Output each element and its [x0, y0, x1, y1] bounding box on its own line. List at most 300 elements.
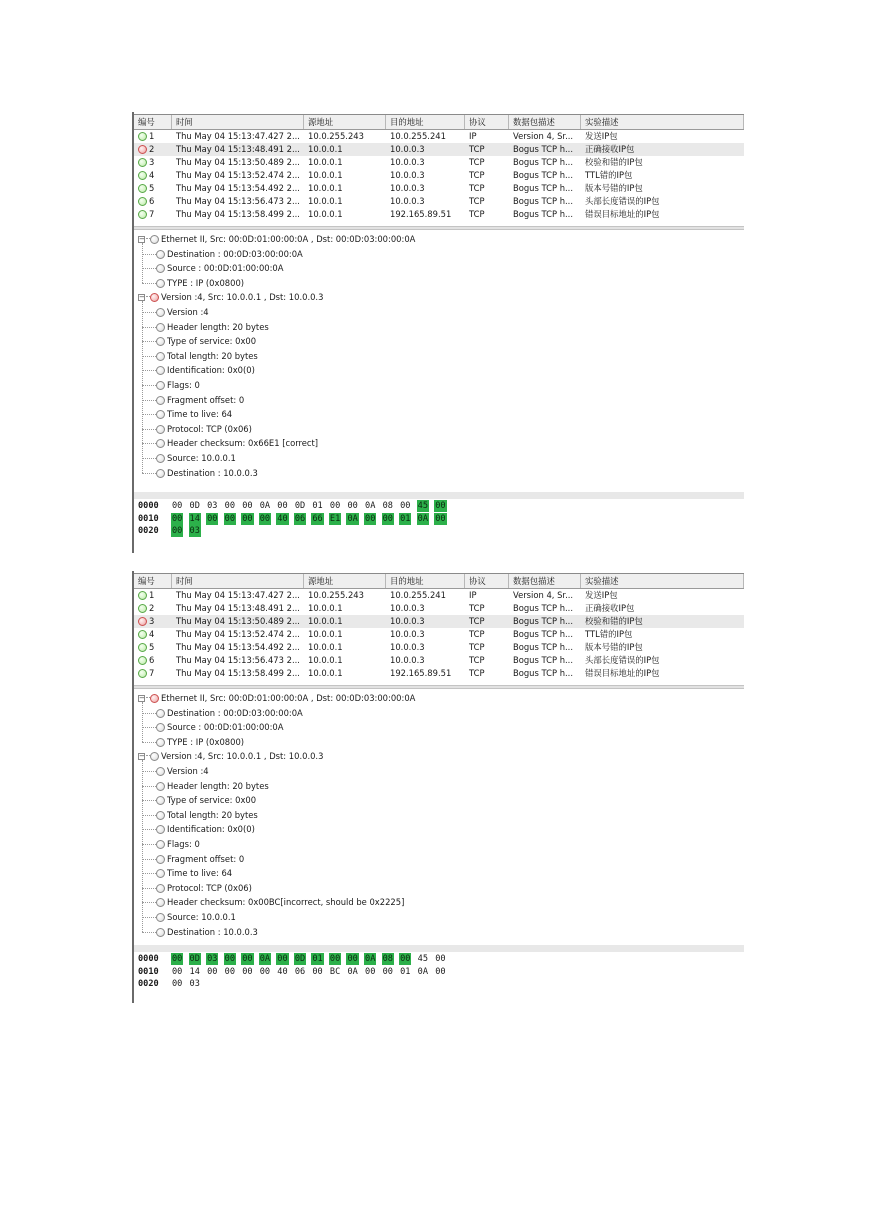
packet-row[interactable]: [134, 130, 744, 143]
packet-cell-number: [134, 654, 172, 667]
neutral-status-icon: [156, 796, 165, 805]
hex-byte[interactable]: BC: [329, 966, 341, 977]
packet-number: 4: [149, 170, 155, 180]
packet-number: 2: [149, 144, 155, 154]
hex-byte[interactable]: 00: [242, 966, 253, 977]
packet-row[interactable]: [134, 602, 744, 615]
ip-field-node[interactable]: [156, 764, 209, 778]
ip-header-node[interactable]: [138, 749, 323, 763]
hex-byte[interactable]: 00: [329, 954, 341, 964]
hex-byte[interactable]: 0A: [347, 513, 358, 524]
packet-row[interactable]: [134, 667, 744, 680]
packet-row[interactable]: [134, 589, 744, 602]
packet-list[interactable]: [134, 571, 744, 683]
packet-cell-number: [134, 169, 172, 182]
neutral-status-icon: [156, 337, 165, 346]
ip-field-text: Flags: 0: [167, 380, 200, 390]
hex-byte[interactable]: 45: [417, 501, 429, 511]
column-header-protocol[interactable]: 协议: [465, 574, 509, 588]
hex-byte[interactable]: 00: [382, 966, 393, 977]
hex-pane-separator[interactable]: [134, 492, 744, 499]
neutral-status-icon: [156, 869, 165, 878]
packet-list[interactable]: [134, 112, 744, 224]
eth-header-node[interactable]: [138, 232, 415, 246]
hex-offset: 0020: [138, 979, 159, 989]
ip-field-text: Total length: 20 bytes: [167, 350, 258, 361]
eth-field-node[interactable]: [156, 720, 283, 734]
hex-byte[interactable]: 00: [435, 954, 446, 964]
packet-cell-experiment-desc: 头部长度错误的IP包: [585, 196, 660, 206]
packet-cell-number: [134, 182, 172, 195]
neutral-status-icon: [150, 752, 159, 761]
hex-byte[interactable]: 66: [312, 513, 323, 524]
hex-pane-separator[interactable]: [134, 945, 744, 952]
ip-field-node[interactable]: [156, 393, 244, 407]
column-header-experiment-desc[interactable]: 实验描述: [581, 115, 744, 129]
ip-field-text: Source: 10.0.0.1: [167, 912, 236, 922]
ip-field-text: Protocol: TCP (0x06): [167, 423, 252, 434]
ok-status-icon: [138, 643, 147, 652]
packet-cell-destination: 10.0.0.3: [390, 183, 425, 193]
ip-field-node[interactable]: [156, 837, 200, 851]
column-header-destination[interactable]: 目的地址: [386, 115, 465, 129]
neutral-status-icon: [156, 723, 165, 732]
eth-header-node[interactable]: [138, 691, 415, 705]
ip-field-text: Type of service: 0x00: [167, 795, 257, 806]
packet-cell-time: Thu May 04 15:13:56.473 2...: [176, 655, 300, 665]
packet-number: 5: [149, 183, 155, 193]
ip-field-text: Time to live: 64: [167, 409, 233, 420]
ip-field-node[interactable]: [156, 866, 232, 880]
packet-cell-source: 10.0.255.243: [308, 131, 364, 141]
ip-field-node[interactable]: [156, 305, 209, 319]
neutral-status-icon: [156, 352, 165, 361]
ip-header-text: Version :4, Src: 10.0.0.1 , Dst: 10.0.0.3: [161, 292, 324, 303]
hex-byte[interactable]: 00: [207, 966, 218, 977]
eth-field-text: TYPE : IP (0x0800): [167, 736, 245, 747]
ip-field-node[interactable]: [156, 925, 258, 939]
packet-cell-time: Thu May 04 15:13:58.499 2...: [176, 668, 300, 678]
hex-byte[interactable]: E1: [329, 513, 341, 524]
error-status-icon: [150, 694, 159, 703]
packet-cell-number: [134, 195, 172, 208]
hex-offset: 0000: [138, 954, 159, 964]
eth-field-node[interactable]: [156, 706, 303, 720]
ip-field-node[interactable]: [156, 910, 236, 924]
packet-cell-experiment-desc: TTL错的IP包: [585, 629, 633, 639]
packet-cell-protocol: TCP: [469, 629, 485, 639]
packet-number: 5: [149, 642, 155, 652]
packet-cell-destination: 10.0.255.241: [390, 131, 446, 141]
packet-cell-experiment-desc: 校验和错的IP包: [585, 157, 643, 167]
column-header-protocol[interactable]: 协议: [465, 115, 509, 129]
packet-cell-experiment-desc: 错误目标地址的IP包: [585, 209, 660, 219]
hex-byte[interactable]: 00: [277, 501, 288, 511]
packet-cell-number: [134, 589, 172, 602]
ip-field-text: Type of service: 0x00: [167, 336, 257, 347]
packet-cell-time: Thu May 04 15:13:47.427 2...: [176, 131, 300, 141]
packet-cell-destination: 10.0.0.3: [390, 629, 425, 639]
packet-cell-time: Thu May 04 15:13:52.474 2...: [176, 170, 300, 180]
hex-byte[interactable]: 00: [242, 501, 253, 511]
hex-byte[interactable]: 00: [400, 501, 411, 511]
packet-cell-source: 10.0.0.1: [308, 196, 343, 206]
packet-cell-experiment-desc: 头部长度错误的IP包: [585, 655, 660, 665]
column-header-source[interactable]: 源地址: [304, 574, 386, 588]
pane-splitter[interactable]: [134, 226, 744, 230]
packet-cell-time: Thu May 04 15:13:47.427 2...: [176, 590, 300, 600]
ip-field-text: Version :4: [167, 766, 209, 776]
neutral-status-icon: [156, 469, 165, 478]
packet-row[interactable]: [134, 195, 744, 208]
hex-byte[interactable]: 14: [189, 513, 200, 524]
ip-field-node[interactable]: [156, 822, 255, 836]
packet-cell-packet-desc: Bogus TCP h...: [513, 655, 573, 665]
packet-cell-source: 10.0.0.1: [308, 655, 343, 665]
packet-cell-packet-desc: Bogus TCP h...: [513, 603, 573, 613]
column-header-experiment-desc[interactable]: 实验描述: [581, 574, 744, 588]
ok-status-icon: [138, 158, 147, 167]
packet-row[interactable]: [134, 143, 744, 156]
packet-row[interactable]: [134, 156, 744, 169]
hex-byte[interactable]: 01: [400, 966, 411, 977]
packet-cell-source: 10.0.0.1: [308, 170, 343, 180]
ok-status-icon: [138, 669, 147, 678]
neutral-status-icon: [156, 840, 165, 849]
ip-field-node[interactable]: [156, 779, 269, 793]
ok-status-icon: [138, 630, 147, 639]
hex-byte[interactable]: 00: [277, 954, 288, 964]
ip-field-node[interactable]: [156, 895, 404, 909]
packet-cell-protocol: TCP: [469, 196, 485, 206]
hex-byte[interactable]: 0A: [259, 501, 271, 511]
ip-field-node[interactable]: [156, 466, 258, 480]
ip-field-text: Fragment offset: 0: [167, 394, 245, 405]
packet-cell-experiment-desc: 版本号错的IP包: [585, 642, 643, 652]
hex-byte[interactable]: 06: [294, 966, 306, 977]
hex-byte[interactable]: 00: [207, 513, 218, 524]
hex-byte[interactable]: 00: [172, 513, 183, 524]
ip-field-node[interactable]: [156, 436, 318, 450]
hex-byte[interactable]: 00: [435, 966, 446, 977]
packet-cell-number: [134, 602, 172, 615]
hex-byte[interactable]: 01: [312, 501, 323, 511]
hex-byte[interactable]: 01: [400, 513, 411, 524]
ip-field-text: Destination : 10.0.0.3: [167, 926, 258, 937]
column-header-packet-desc[interactable]: 数据包描述: [509, 115, 581, 129]
ip-field-text: Identification: 0x0(0): [167, 824, 255, 835]
packet-cell-time: Thu May 04 15:13:56.473 2...: [176, 196, 300, 206]
packet-cell-destination: 10.0.0.3: [390, 196, 425, 206]
collapse-toggle-icon[interactable]: −: [139, 293, 145, 302]
column-header-destination[interactable]: 目的地址: [386, 574, 465, 588]
packet-cell-number: [134, 667, 172, 680]
hex-byte[interactable]: 00: [365, 513, 376, 524]
ip-field-node[interactable]: [156, 349, 258, 363]
packet-cell-protocol: TCP: [469, 209, 485, 219]
ip-field-text: Total length: 20 bytes: [167, 809, 258, 820]
eth-field-node[interactable]: [156, 261, 283, 275]
packet-cell-packet-desc: Version 4, Sr...: [513, 590, 574, 600]
hex-byte[interactable]: 0D: [294, 954, 306, 964]
packet-cell-time: Thu May 04 15:13:48.491 2...: [176, 144, 300, 154]
packet-cell-packet-desc: Bogus TCP h...: [513, 642, 573, 652]
hex-byte[interactable]: 00: [224, 954, 235, 964]
hex-byte[interactable]: 00: [435, 513, 446, 524]
packet-number: 1: [149, 590, 155, 600]
packet-cell-experiment-desc: 校验和错的IP包: [585, 616, 643, 626]
error-status-icon: [150, 293, 159, 302]
packet-cell-source: 10.0.0.1: [308, 183, 343, 193]
packet-cell-time: Thu May 04 15:13:50.489 2...: [176, 616, 300, 626]
ip-header-node[interactable]: [138, 290, 323, 304]
packet-number: 7: [149, 209, 155, 219]
packet-cell-source: 10.0.0.1: [308, 616, 343, 626]
hex-byte[interactable]: 00: [242, 513, 253, 524]
packet-cell-protocol: IP: [469, 131, 477, 141]
ok-status-icon: [138, 210, 147, 219]
packet-cell-experiment-desc: 错误目标地址的IP包: [585, 668, 660, 678]
packet-cell-protocol: TCP: [469, 144, 485, 154]
ip-field-node[interactable]: [156, 422, 252, 436]
hex-byte[interactable]: 40: [277, 513, 288, 524]
neutral-status-icon: [156, 410, 165, 419]
hex-byte[interactable]: 45: [417, 954, 429, 964]
packet-cell-destination: 192.165.89.51: [390, 209, 452, 219]
neutral-status-icon: [156, 323, 165, 332]
collapse-toggle-icon[interactable]: −: [139, 694, 145, 702]
packet-cell-protocol: TCP: [469, 642, 485, 652]
hex-byte[interactable]: 00: [259, 513, 271, 524]
packet-cell-protocol: IP: [469, 590, 477, 600]
packet-row[interactable]: [134, 641, 744, 654]
hex-byte[interactable]: 0A: [417, 966, 429, 977]
ip-field-node[interactable]: [156, 378, 200, 392]
eth-field-node[interactable]: [156, 276, 244, 290]
packet-cell-destination: 10.0.255.241: [390, 590, 446, 600]
packet-cell-number: [134, 156, 172, 169]
hex-byte[interactable]: 06: [294, 513, 306, 524]
hex-byte[interactable]: 03: [189, 526, 200, 536]
packet-row[interactable]: [134, 628, 744, 641]
ip-field-node[interactable]: [156, 451, 236, 465]
column-header-time[interactable]: 时间: [172, 574, 304, 588]
hex-byte[interactable]: 08: [382, 954, 393, 964]
hex-byte[interactable]: 00: [347, 501, 358, 511]
packet-cell-number: [134, 615, 172, 628]
packet-cell-packet-desc: Bogus TCP h...: [513, 157, 573, 167]
packet-cell-protocol: TCP: [469, 170, 485, 180]
ip-field-text: Identification: 0x0(0): [167, 365, 255, 376]
packet-list-header: [134, 114, 744, 130]
neutral-status-icon: [156, 913, 165, 922]
packet-row[interactable]: [134, 182, 744, 195]
neutral-status-icon: [156, 709, 165, 718]
hex-byte[interactable]: 0A: [365, 501, 376, 511]
packet-cell-experiment-desc: 版本号错的IP包: [585, 183, 643, 193]
hex-byte[interactable]: 03: [207, 501, 218, 511]
hex-line: [138, 953, 447, 965]
packet-cell-source: 10.0.0.1: [308, 209, 343, 219]
hex-byte[interactable]: 0A: [259, 954, 271, 964]
packet-row[interactable]: [134, 208, 744, 221]
ip-field-text: Fragment offset: 0: [167, 853, 245, 864]
collapse-toggle-icon[interactable]: −: [139, 752, 145, 761]
hex-byte[interactable]: 00: [312, 966, 323, 977]
hex-byte[interactable]: 0A: [347, 966, 358, 977]
ip-field-node[interactable]: [156, 363, 255, 377]
packet-cell-time: Thu May 04 15:13:48.491 2...: [176, 603, 300, 613]
eth-field-text: Destination : 00:0D:03:00:00:0A: [167, 248, 303, 259]
neutral-status-icon: [156, 279, 165, 288]
ok-status-icon: [138, 171, 147, 180]
ip-field-text: Header checksum: 0x66E1 [correct]: [167, 438, 319, 449]
column-header-number[interactable]: 编号: [134, 115, 172, 129]
hex-line: [138, 966, 447, 978]
hex-byte[interactable]: 40: [277, 966, 288, 977]
neutral-status-icon: [150, 235, 159, 244]
ok-status-icon: [138, 604, 147, 613]
error-status-icon: [138, 145, 147, 154]
hex-byte[interactable]: 03: [189, 979, 200, 989]
ip-field-node[interactable]: [156, 881, 252, 895]
ip-field-node[interactable]: [156, 852, 244, 866]
hex-byte[interactable]: 14: [189, 966, 200, 977]
ok-status-icon: [138, 197, 147, 206]
ip-field-node[interactable]: [156, 407, 232, 421]
neutral-status-icon: [156, 250, 165, 259]
column-header-packet-desc[interactable]: 数据包描述: [509, 574, 581, 588]
neutral-status-icon: [156, 439, 165, 448]
column-header-number[interactable]: 编号: [134, 574, 172, 588]
packet-cell-packet-desc: Version 4, Sr...: [513, 131, 574, 141]
packet-cell-destination: 10.0.0.3: [390, 157, 425, 167]
packet-cell-protocol: TCP: [469, 603, 485, 613]
packet-cell-source: 10.0.0.1: [308, 144, 343, 154]
packet-cell-time: Thu May 04 15:13:50.489 2...: [176, 157, 300, 167]
hex-byte[interactable]: 00: [382, 513, 393, 524]
packet-number: 7: [149, 668, 155, 678]
hex-line: [138, 500, 447, 512]
hex-byte[interactable]: 00: [172, 954, 183, 964]
pane-splitter[interactable]: [134, 685, 744, 689]
packet-cell-packet-desc: Bogus TCP h...: [513, 668, 573, 678]
packet-cell-experiment-desc: 正确接收IP包: [585, 144, 635, 154]
hex-byte[interactable]: 00: [365, 966, 376, 977]
hex-byte[interactable]: 00: [259, 966, 271, 977]
ip-field-text: Destination : 10.0.0.3: [167, 467, 258, 478]
packet-number: 3: [149, 157, 155, 167]
packet-cell-destination: 10.0.0.3: [390, 655, 425, 665]
ip-field-text: Time to live: 64: [167, 868, 233, 879]
neutral-status-icon: [156, 264, 165, 273]
hex-byte[interactable]: 00: [400, 954, 411, 964]
ip-field-node[interactable]: [156, 808, 258, 822]
packet-number: 6: [149, 655, 155, 665]
hex-byte[interactable]: 0A: [417, 513, 429, 524]
packet-number: 2: [149, 603, 155, 613]
packet-cell-source: 10.0.0.1: [308, 629, 343, 639]
ip-field-node[interactable]: [156, 793, 256, 807]
packet-cell-source: 10.0.0.1: [308, 603, 343, 613]
hex-byte[interactable]: 00: [172, 526, 183, 536]
packet-cell-destination: 10.0.0.3: [390, 616, 425, 626]
column-header-source[interactable]: 源地址: [304, 115, 386, 129]
ip-field-node[interactable]: [156, 320, 269, 334]
hex-line: [138, 525, 201, 537]
ok-status-icon: [138, 132, 147, 141]
packet-cell-destination: 192.165.89.51: [390, 668, 452, 678]
packet-row[interactable]: [134, 654, 744, 667]
column-header-time[interactable]: 时间: [172, 115, 304, 129]
hex-byte[interactable]: 00: [172, 979, 183, 989]
eth-field-text: Destination : 00:0D:03:00:00:0A: [167, 707, 303, 718]
neutral-status-icon: [156, 898, 165, 907]
hex-byte[interactable]: 00: [242, 954, 253, 964]
hex-byte[interactable]: 0D: [189, 501, 200, 511]
eth-header-text: Ethernet II, Src: 00:0D:01:00:00:0A , Dst: 00:0D:03:00:00:0A: [161, 234, 416, 244]
hex-byte[interactable]: 00: [329, 501, 341, 511]
hex-byte[interactable]: 0A: [365, 954, 376, 964]
ip-field-text: Header length: 20 bytes: [167, 780, 269, 791]
neutral-status-icon: [156, 308, 165, 317]
packet-row[interactable]: [134, 169, 744, 182]
hex-byte[interactable]: 00: [435, 501, 446, 511]
eth-field-node[interactable]: [156, 735, 244, 749]
neutral-status-icon: [156, 884, 165, 893]
hex-byte[interactable]: 08: [382, 501, 393, 511]
hex-byte[interactable]: 01: [312, 954, 323, 964]
packet-cell-source: 10.0.255.243: [308, 590, 364, 600]
neutral-status-icon: [156, 381, 165, 390]
hex-byte[interactable]: 0D: [294, 501, 306, 511]
neutral-status-icon: [156, 811, 165, 820]
hex-byte[interactable]: 0D: [189, 954, 200, 964]
eth-field-node[interactable]: [156, 247, 303, 261]
hex-byte[interactable]: 00: [172, 501, 183, 511]
neutral-status-icon: [156, 855, 165, 864]
error-status-icon: [138, 617, 147, 626]
packet-cell-time: Thu May 04 15:13:54.492 2...: [176, 183, 300, 193]
neutral-status-icon: [156, 928, 165, 937]
eth-field-text: Source : 00:0D:01:00:00:0A: [167, 263, 284, 274]
ip-field-text: Header checksum: 0x00BC[incorrect, should be 0x2225]: [167, 897, 405, 908]
hex-offset: 0010: [138, 966, 159, 977]
packet-cell-number: [134, 130, 172, 143]
ok-status-icon: [138, 591, 147, 600]
packet-cell-experiment-desc: 发送IP包: [585, 131, 618, 141]
packet-cell-experiment-desc: 正确接收IP包: [585, 603, 635, 613]
hex-byte[interactable]: 00: [224, 966, 235, 977]
hex-byte[interactable]: 00: [224, 513, 235, 524]
ip-field-text: Flags: 0: [167, 839, 200, 849]
hex-byte[interactable]: 00: [224, 501, 235, 511]
packet-row[interactable]: [134, 615, 744, 628]
hex-byte[interactable]: 00: [172, 966, 183, 977]
hex-byte[interactable]: 03: [207, 954, 218, 964]
packet-list-header: [134, 573, 744, 589]
packet-cell-experiment-desc: TTL错的IP包: [585, 170, 633, 180]
hex-line: [138, 513, 447, 525]
neutral-status-icon: [156, 366, 165, 375]
neutral-status-icon: [156, 767, 165, 776]
eth-header-text: Ethernet II, Src: 00:0D:01:00:00:0A , Dst: 00:0D:03:00:00:0A: [161, 693, 416, 703]
ip-field-node[interactable]: [156, 334, 256, 348]
neutral-status-icon: [156, 738, 165, 747]
packet-cell-protocol: TCP: [469, 668, 485, 678]
collapse-toggle-icon[interactable]: −: [139, 235, 145, 243]
hex-byte[interactable]: 00: [347, 954, 358, 964]
